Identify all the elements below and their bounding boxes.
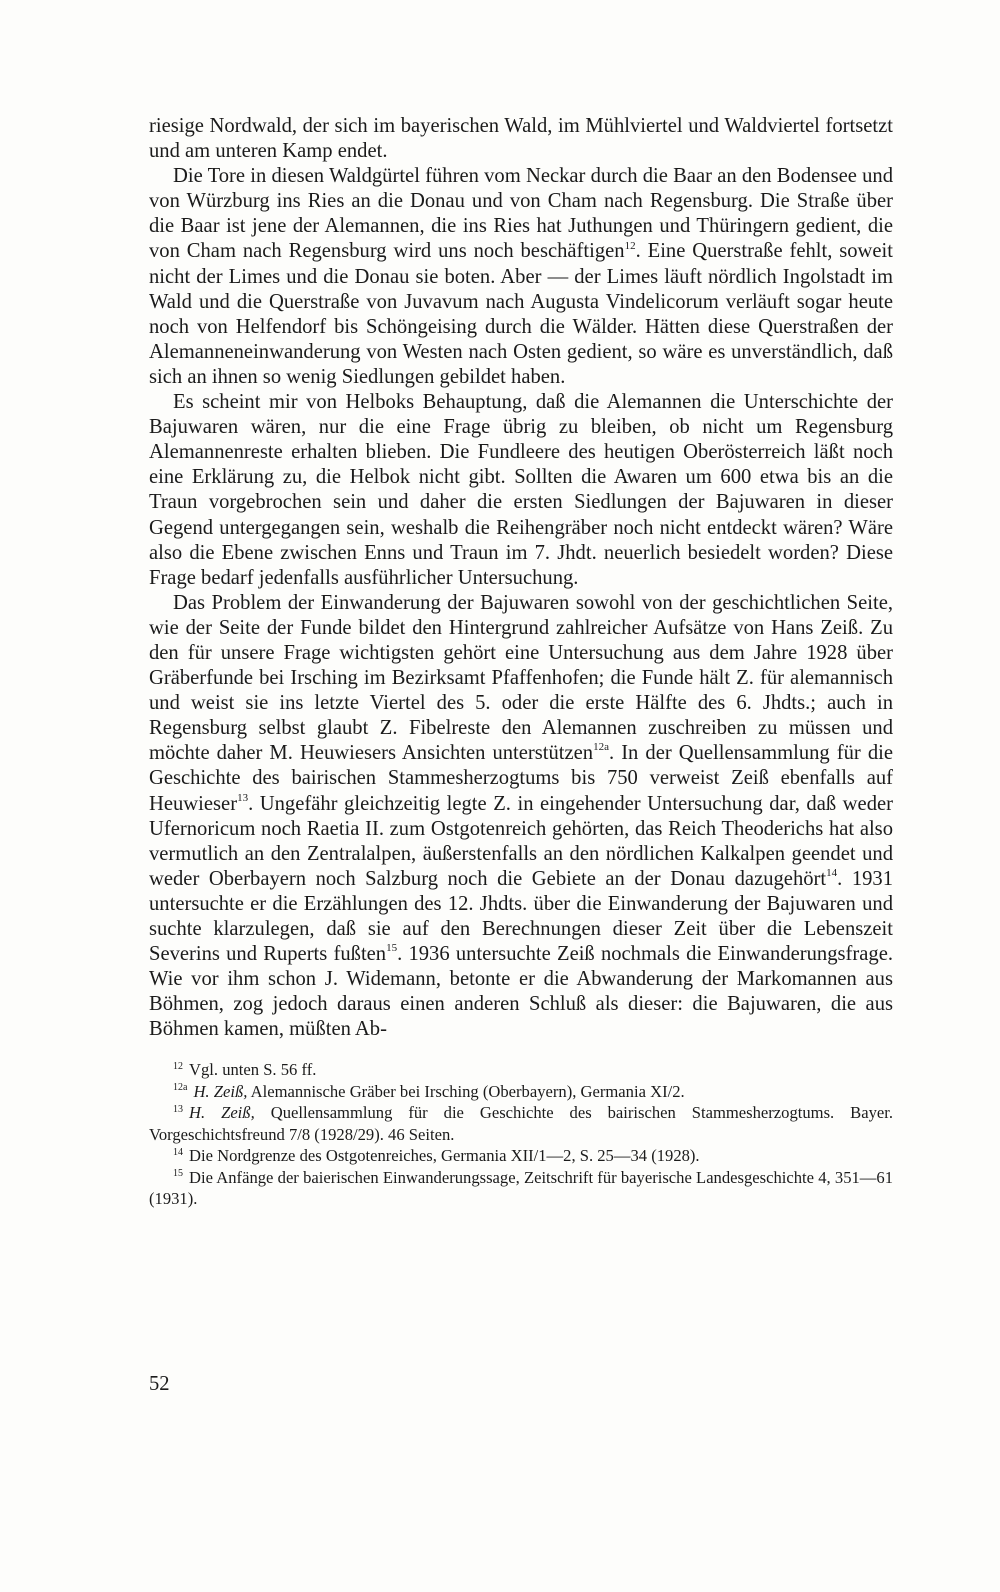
- paragraph-text: Es scheint mir von Helboks Behauptung, daß die Alemannen die Unterschichte der Bajuwaren wären, nur die eine Frage übrig zu bleiben, ob nicht um Regensburg Alemannenreste erhalten blieben. Die Fundleere des heutigen Oberösterreich läßt noch eine Erklärung zu, die Helbok nicht gibt. Sollten die Awaren um 600 etwa bis an die Traun vorgebrochen sein und daher die ersten Siedlungen der Bajuwaren in dieser Gegend untergegangen sein, weshalb die Reihengräber noch nicht entdeckt wären? Wäre also die Ebene zwischen Enns und Traun im 7. Jhdt. neuerlich besiedelt worden? Diese Frage bedarf jedenfalls ausführlicher Untersuchung.: [149, 391, 893, 589]
- footnote-reference: 13: [237, 791, 249, 804]
- footnote-reference: 12a: [593, 741, 609, 754]
- paragraph-text: . Ungefähr gleichzeitig legte Z. in eingehender Untersuchung dar, daß weder Ufernoricum noch Raetia II. zum Ostgotenreich gehörten, das Reich Theoderichs hat also vermutlich an den Zentralalpen, äußerstenfalls an den nördlichen Kalkalpen geendet und weder Oberbayern noch Salzburg noch die Gebiete an der Donau dazugehört: [149, 792, 893, 890]
- paragraph-text: Die Tore in diesen Waldgürtel führen vom Neckar durch die Baar an den Bodensee und von Würzburg ins Ries an die Donau und von Cham nach Regensburg. Die Straße über die Baar ist jene der Alemannen, die ins Ries hat Juthungen und Thüringern gedient, die von Cham nach Regensburg wird uns noch beschäftigen: [149, 165, 893, 263]
- footnote-reference: 15: [386, 942, 398, 955]
- footnote-author: H. Zeiß,: [193, 1081, 248, 1101]
- footnote-text: Vgl. unten S. 56 ff.: [189, 1060, 317, 1080]
- footnote-text: Quellensammlung für die Geschichte des bairischen Stammesherzogtums. Bayer. Vorgeschichtsfreund 7/8 (1928/29). 46 Seiten.: [149, 1103, 893, 1144]
- footnote-number: 13: [173, 1103, 183, 1115]
- footnote-number: 15: [173, 1168, 183, 1180]
- footnote-text: Die Nordgrenze des Ostgotenreiches, Germania XII/1—2, S. 25—34 (1928).: [189, 1146, 700, 1166]
- footnotes: [149, 1059, 893, 1210]
- footnote: [149, 1145, 893, 1167]
- footnote-number: 12: [173, 1060, 183, 1072]
- footnote-text: Alemannische Gräber bei Irsching (Oberbayern), Germania XI/2.: [247, 1081, 685, 1101]
- footnote-author: H. Zeiß,: [189, 1103, 255, 1123]
- paragraph-text: . Eine Querstraße fehlt, soweit nicht der Limes und die Donau sie boten. Aber — der Limes läuft nördlich Ingolstadt im Wald und die Querstraße von Juvavum nach Augusta Vindelicorum verläuft sogar heute noch von Helfendorf bis Schöngeising durch die Wälder. Hätten diese Querstraßen der Alemanneneinwanderung von Westen nach Osten gedient, so wäre es unverständlich, daß sich an ihnen so wenig Siedlungen gebildet haben.: [149, 240, 893, 388]
- paragraph-text: . 1931 untersuchte er die Erzählungen des 12. Jhdts. über die Einwanderung der Bajuwaren und suchte klarzulegen, daß sie auf den Berechnungen dieser Zeit über die Lebenszeit Severins und Ruperts fußten: [149, 867, 894, 966]
- paragraph: [149, 164, 893, 390]
- footnote: [149, 1102, 893, 1145]
- paragraph-text: . 1936 untersuchte Zeiß nochmals die Einwanderungsfrage. Wie vor ihm schon J. Widemann, betonte er die Abwanderung der Markomannen aus Böhmen, zog jedoch daraus einen anderen Schluß als dieser: die Bajuwaren, die aus Böhmen kamen, müßten Ab-: [149, 943, 893, 1041]
- paragraph: [149, 390, 893, 591]
- paragraph-text: riesige Nordwald, der sich im bayerischen Wald, im Mühlviertel und Waldviertel fortsetzt und am unteren Kamp endet.: [149, 115, 893, 163]
- paragraph-text: Das Problem der Einwanderung der Bajuwaren sowohl von der geschichtlichen Seite, wie der Seite der Funde bildet den Hintergrund zahlreicher Aufsätze von Hans Zeiß. Zu den für unsere Frage wichtigsten gehört eine Untersuchung aus dem Jahre 1928 über Gräberfunde bei Irsching im Bezirksamt Pfaffenhofen; die Funde hält Z. für alemannisch und weist sie ins letzte Viertel des 5. oder die erste Hälfte des 6. Jhdts.; auch in Regensburg selbst glaubt Z. Fibelreste den Alemannen zuschreiben zu müssen und möchte daher M. Heuwiesers Ansichten unterstützen: [149, 591, 893, 765]
- page-number: 52: [149, 1373, 170, 1395]
- paragraph-text: . In der Quellensammlung für die Geschichte des bairischen Stammesherzogtums bis 750 verweist Zeiß ebenfalls auf Heuwieser: [149, 742, 893, 815]
- footnote-reference: 14: [826, 866, 838, 879]
- paragraph: [149, 591, 893, 1043]
- footnote: [149, 1167, 893, 1210]
- footnote-text: Die Anfänge der baierischen Einwanderungssage, Zeitschrift für bayerische Landesgeschichte 4, 351—61 (1931).: [149, 1167, 893, 1209]
- footnote-number: 12a: [173, 1082, 188, 1094]
- paragraph: [149, 114, 893, 164]
- footnote-number: 14: [173, 1146, 183, 1158]
- footnote: [149, 1081, 893, 1103]
- main-text: [149, 114, 893, 1042]
- footnote-reference: 12: [624, 239, 636, 252]
- book-page: [149, 114, 893, 1210]
- footnote: [149, 1059, 893, 1081]
